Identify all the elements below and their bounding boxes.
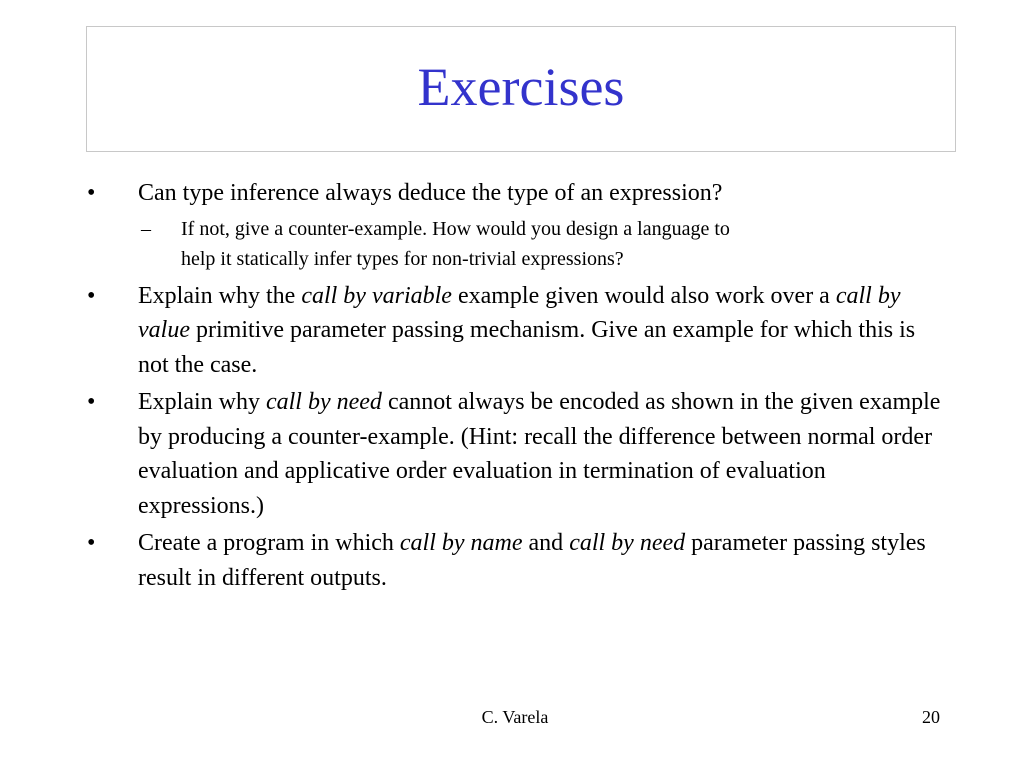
bullet-text: Explain why the [138, 282, 302, 309]
page-number: 20 [922, 707, 940, 727]
bullet-item [87, 279, 947, 383]
bullet-marker: • [87, 282, 96, 309]
title-box [86, 26, 956, 152]
bullet-text: Explain why [138, 389, 266, 415]
bullet-marker: • [87, 180, 96, 206]
bullet-emphasis: call by need [569, 530, 686, 556]
sub-bullet-marker: – [141, 217, 151, 240]
sub-bullet-text-line-1: If not, give a counter-example. How would you design a language to [181, 217, 730, 240]
bullet-text: Can type inference always deduce the type of an expression? [138, 180, 723, 206]
footer-author: C. Varela [481, 707, 549, 727]
slide-title: Exercises [417, 57, 625, 117]
sub-bullet-item [87, 214, 947, 274]
bullet-emphasis: call by variable [301, 282, 452, 309]
bullet-marker: • [87, 389, 96, 415]
bullet-emphasis: call by name [399, 530, 523, 556]
sub-bullet-text-line-2: help it statically infer types for non-trivial expressions? [181, 247, 624, 270]
bullet-text: example given would also work over a [451, 282, 836, 309]
bullet-text: primitive parameter passing mechanism. Give an example for which this is not the case. [138, 317, 916, 378]
bullet-item [87, 526, 947, 595]
bullet-emphasis: call by value [138, 282, 901, 343]
bullet-text: and [522, 530, 570, 556]
bullet-item [87, 176, 947, 211]
bullet-list [87, 176, 947, 598]
bullet-text: Create a program in which [138, 530, 400, 556]
bullet-marker: • [87, 530, 96, 556]
bullet-text: parameter passing styles result in different outputs. [138, 530, 926, 591]
bullet-text: cannot always be encoded as shown in the given example by producing a counter-example. (Hint: recall the difference between normal order evaluation and applicative order evaluation in termination of evaluation expressions.) [138, 389, 941, 519]
bullet-emphasis: call by need [265, 389, 382, 415]
bullet-item [87, 385, 947, 523]
